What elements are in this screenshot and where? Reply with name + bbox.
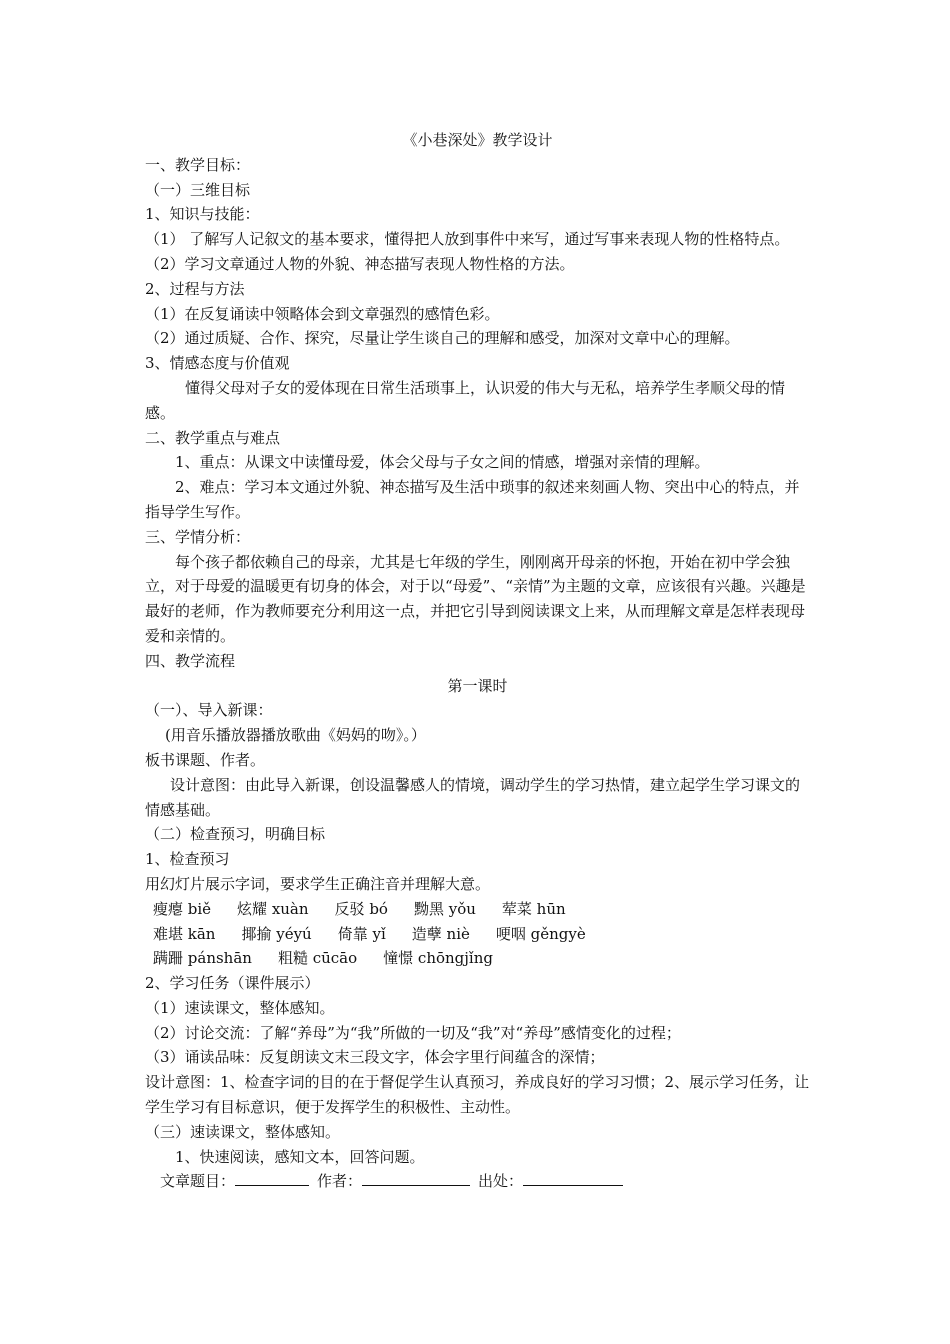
pinyin-word: 炫耀 xuàn [237,899,309,918]
subsection-heading: （二）检查预习，明确目标 [145,825,326,844]
title-blank[interactable] [235,1169,309,1186]
paragraph: 设计意图：1、检查字词的目的在于督促学生认真预习，养成良好的学习习惯；2、展示学习任务，让学生学习有目标意识，便于发挥学生的积极性、主动性。 [145,1073,810,1117]
lesson-heading: 第一课时 [447,676,508,695]
paragraph: 板书课题、作者。 [145,750,266,769]
paragraph: （2）讨论交流：了解“养母”为“我”所做的一切及“我”对“养母”感情变化的过程； [145,1023,681,1042]
paragraph: 每个孩子都依赖自己的母亲，尤其是七年级的学生，刚刚离开母亲的怀抱，开始在初中学会独立，对于母爱的温暖更有切身的体会，对于以“母爱”、“亲情”为主题的文章，应该很有兴趣。兴趣是最好的老师，作为教师要充分利用这一点，并把它引导到阅读课文上来，从而理解文章是怎样表现母爱和亲情的。 [145,552,806,645]
paragraph: （2）学习文章通过人物的外貌、神态描写表现人物性格的方法。 [145,254,575,273]
paragraph: （1）速读课文，整体感知。 [145,998,335,1017]
item-heading: 2、学习任务（课件展示） [145,974,320,993]
pinyin-word: 反驳 bó [334,899,388,918]
pinyin-word: 难堪 kān [153,924,216,943]
pinyin-row [145,922,810,947]
doc-title: 《小巷深处》教学设计 [402,131,553,149]
item-heading: 3、情感态度与价值观 [145,354,290,373]
paragraph: （1）在反复诵读中领略体会到文章强烈的感情色彩。 [145,304,500,323]
pinyin-word: 黝黑 yǒu [413,899,476,918]
fill-label-author: 作者： [317,1172,363,1191]
paragraph: 用幻灯片展示字词，要求学生正确注音并理解大意。 [145,874,491,893]
subsection-heading: （一）、导入新课： [145,701,273,720]
paragraph: 1、快速阅读，感知文本，回答问题。 [175,1147,425,1166]
pinyin-word: 哽咽 gěngyè [495,924,586,943]
pinyin-row [145,946,810,971]
section-heading: 四、教学流程 [145,651,236,670]
subsection-heading: （三）速读课文，整体感知。 [145,1122,341,1141]
pinyin-word: 造孽 niè [411,924,470,943]
section-heading: 一、教学目标： [145,155,251,174]
fill-label-source: 出处： [478,1172,524,1191]
pinyin-word: 荤菜 hūn [501,899,566,918]
pinyin-word: 倚靠 yǐ [337,924,386,943]
pinyin-word: 揶揄 yéyú [241,924,312,943]
author-blank[interactable] [362,1169,470,1186]
section-heading: 二、教学重点与难点 [145,428,281,447]
paragraph: (用音乐播放器播放歌曲《妈妈的吻》。） [165,726,426,745]
paragraph: （1） 了解写人记叙文的基本要求，懂得把人放到事件中来写，通过写事来表现人物的性格特点。 [145,230,790,249]
pinyin-word: 瘦瘪 biě [153,899,212,918]
paragraph: （2）通过质疑、合作、探究，尽量让学生谈自己的理解和感受，加深对文章中心的理解。 [145,329,740,348]
pinyin-word: 憧憬 chōngjǐng [383,949,493,968]
fill-in-row [145,1169,810,1194]
pinyin-word: 粗糙 cūcāo [277,949,358,968]
item-heading: 2、过程与方法 [145,279,245,298]
source-blank[interactable] [523,1169,623,1186]
document-body [145,128,810,1194]
subsection-heading: （一）三维目标 [145,180,251,199]
item-heading: 1、检查预习 [145,850,230,869]
fill-label-title: 文章题目： [160,1172,236,1191]
pinyin-row [145,897,810,922]
paragraph: 2、难点：学习本文通过外貌、神态描写及生活中琐事的叙述来刻画人物、突出中心的特点，并指导学生写作。 [145,478,800,521]
paragraph: 1、重点：从课文中读懂母爱，体会父母与子女之间的情感，增强对亲情的理解。 [175,453,710,472]
paragraph: 设计意图：由此导入新课，创设温馨感人的情境，调动学生的学习热情，建立起学生学习课文的情感基础。 [145,775,801,819]
paragraph: 懂得父母对子女的爱体现在日常生活琐事上，认识爱的伟大与无私，培养学生孝顺父母的情感。 [145,378,786,422]
paragraph: （3）诵读品味：反复朗读文末三段文字，体会字里行间蕴含的深情； [145,1048,605,1067]
section-heading: 三、学情分析： [145,527,251,546]
item-heading: 1、知识与技能： [145,205,260,224]
pinyin-word: 蹒跚 pánshān [153,949,252,968]
